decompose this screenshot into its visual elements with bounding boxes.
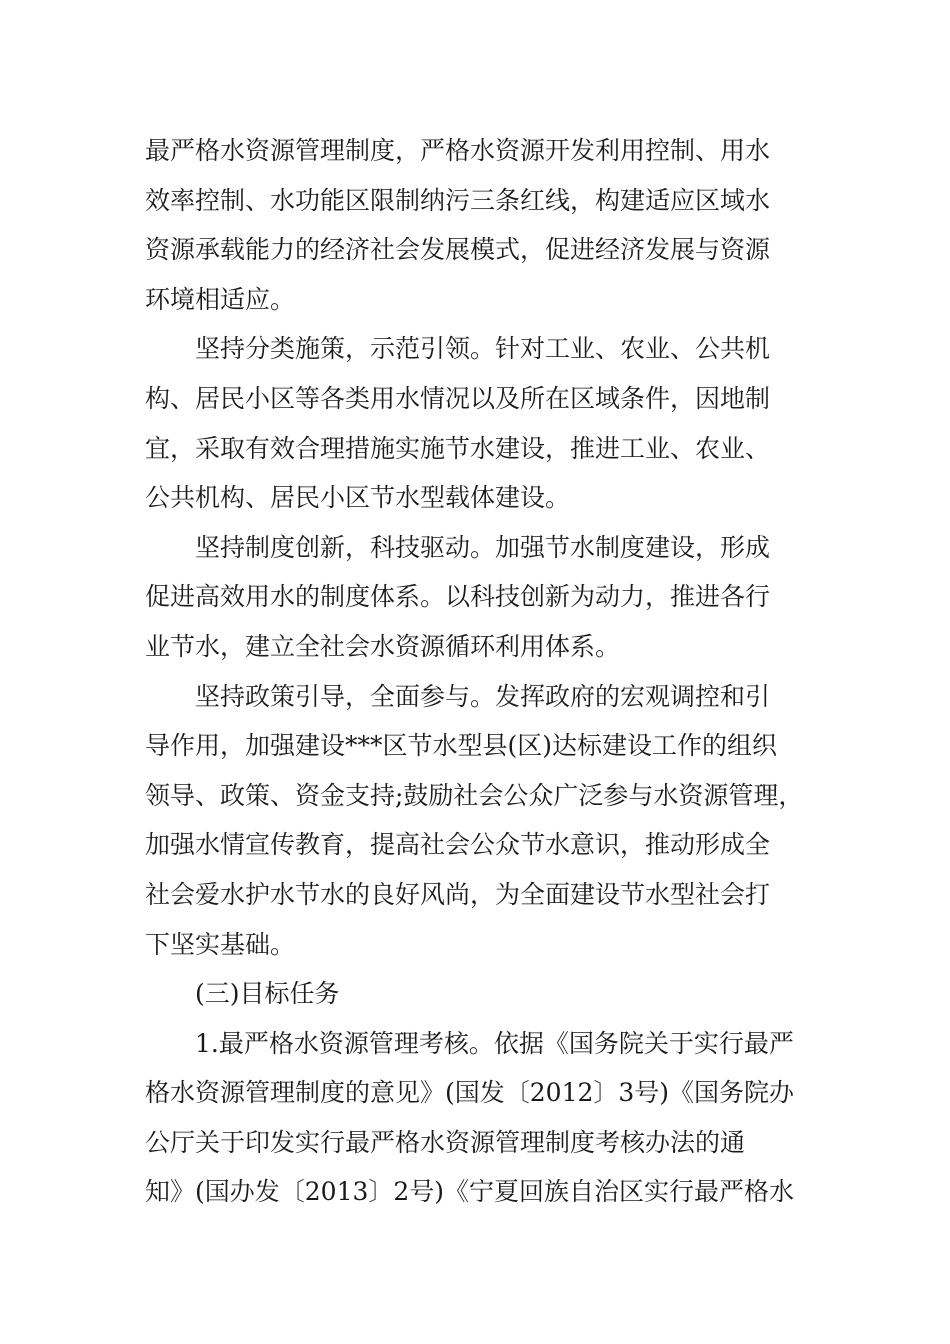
text-line: 导作用，加强建设***区节水型县(区)达标建设工作的组织 bbox=[145, 731, 778, 761]
paragraph-start-line: 坚持政策引导，全面参与。发挥政府的宏观调控和引 bbox=[195, 681, 771, 711]
text-line: 知》(国办发〔2013〕2号)《宁夏回族自治区实行最严格水 bbox=[145, 1177, 795, 1207]
paragraph-start-line: 坚持分类施策，示范引领。针对工业、农业、公共机 bbox=[195, 334, 771, 364]
text-line: 社会爱水护水节水的良好风尚，为全面建设节水型社会打 bbox=[145, 879, 771, 909]
text-line: 公共机构、居民小区节水型载体建设。 bbox=[145, 483, 571, 513]
text-line: 促进高效用水的制度体系。以科技创新为动力，推进各行 bbox=[145, 582, 771, 612]
paragraph-start-line: 1.最严格水资源管理考核。依据《国务院关于实行最严 bbox=[195, 1028, 794, 1058]
text-line: 业节水，建立全社会水资源循环利用体系。 bbox=[145, 631, 621, 661]
text-line: 效率控制、水功能区限制纳污三条红线，构建适应区域水 bbox=[145, 185, 771, 215]
text-line: 格水资源管理制度的意见》(国发〔2012〕3号)《国务院办 bbox=[145, 1078, 795, 1108]
text-line: 环境相适应。 bbox=[145, 284, 296, 314]
text-line: 下坚实基础。 bbox=[145, 929, 296, 959]
document-body bbox=[145, 126, 835, 1217]
text-line: 资源承载能力的经济社会发展模式，促进经济发展与资源 bbox=[145, 235, 771, 265]
text-line: 加强水情宣传教育，提高社会公众节水意识，推动形成全 bbox=[145, 830, 771, 860]
text-line: 领导、政策、资金支持;鼓励社会公众广泛参与水资源管理， bbox=[145, 780, 804, 810]
text-line: 公厅关于印发实行最严格水资源管理制度考核办法的通 bbox=[145, 1127, 746, 1157]
text-line: 最严格水资源管理制度，严格水资源开发利用控制、用水 bbox=[145, 136, 771, 165]
text-line: 宜，采取有效合理措施实施节水建设，推进工业、农业、 bbox=[145, 433, 771, 463]
paragraph-start-line: 坚持制度创新，科技驱动。加强节水制度建设，形成 bbox=[195, 532, 771, 562]
section-heading: (三)目标任务 bbox=[195, 979, 340, 1009]
text-line: 构、居民小区等各类用水情况以及所在区域条件，因地制 bbox=[145, 383, 771, 413]
